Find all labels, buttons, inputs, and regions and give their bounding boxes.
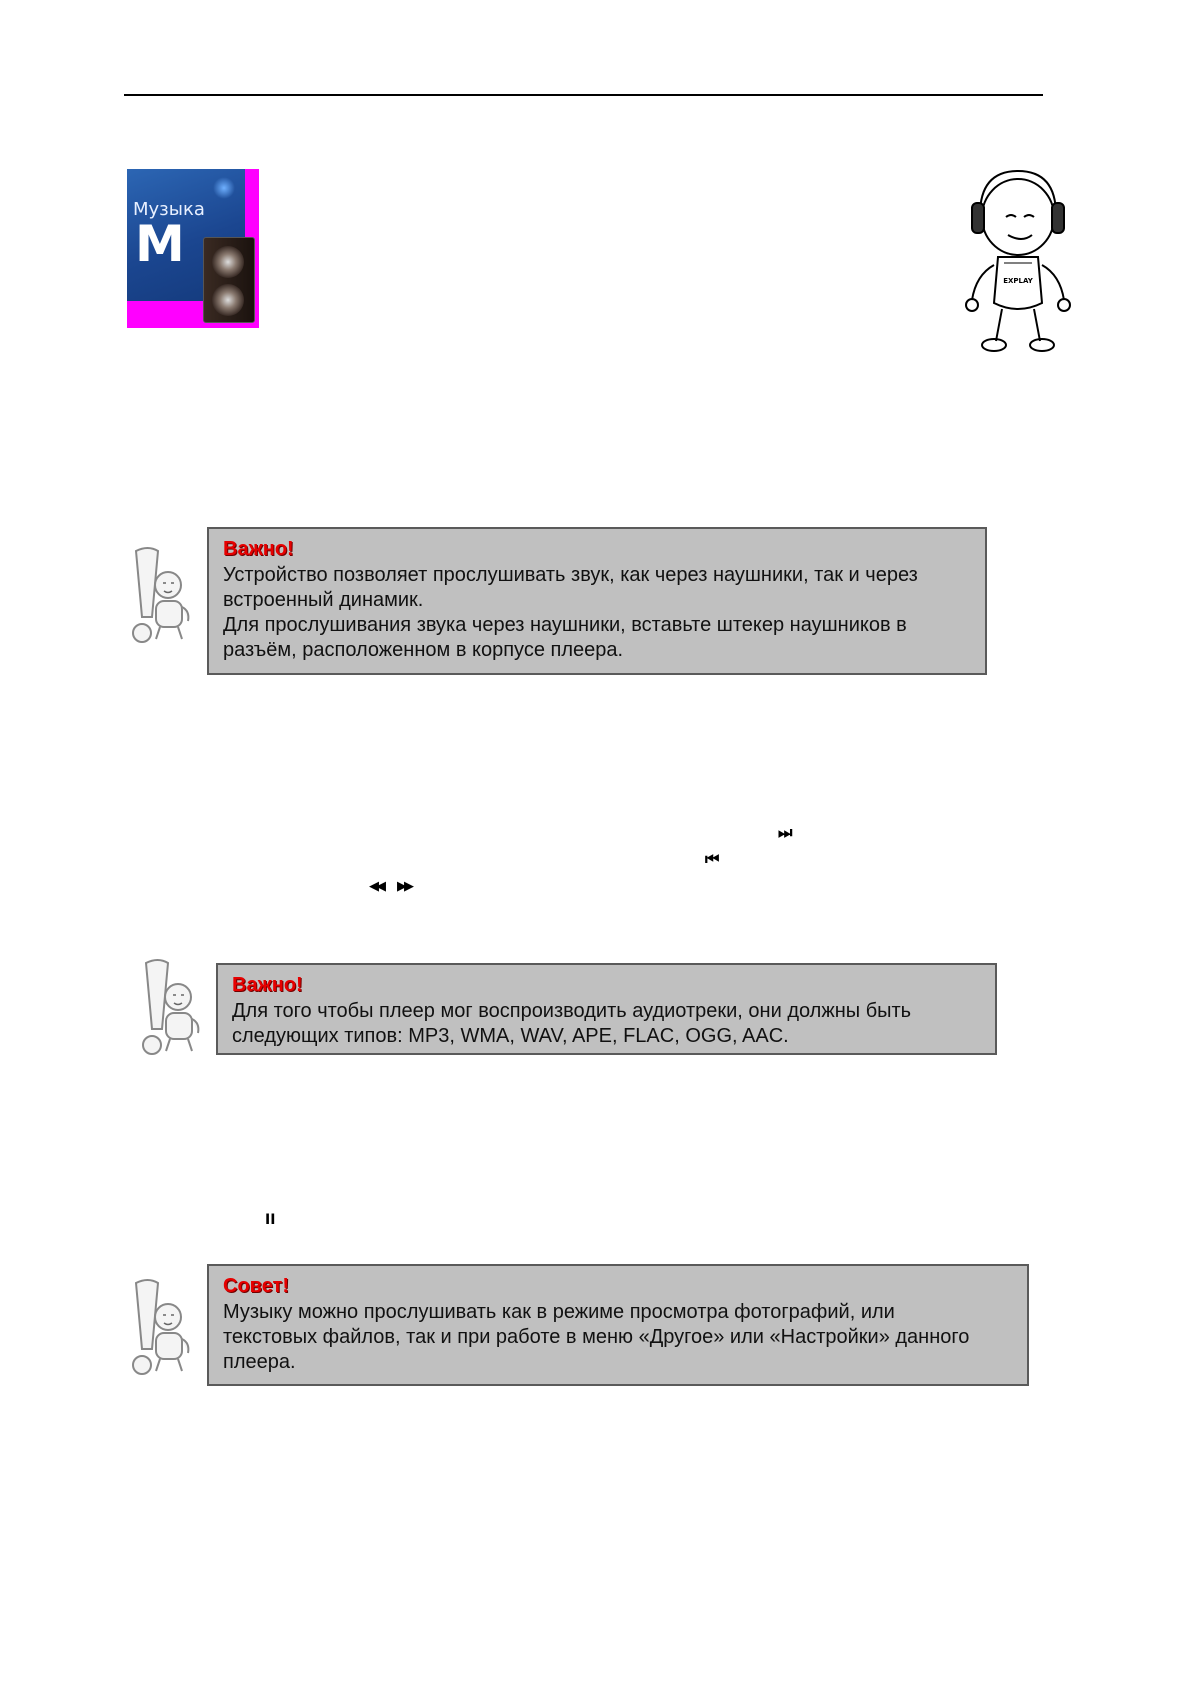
exclamation-mascot-icon	[128, 545, 194, 645]
speaker-icon	[203, 237, 255, 323]
callout-title: Важно!	[232, 974, 303, 996]
fast-forward-icon: ▶▶	[397, 879, 411, 894]
robot-headphones-illustration	[962, 165, 1074, 355]
music-icon-letter: M	[135, 215, 185, 273]
sparkle-icon	[213, 177, 235, 199]
callout-box	[216, 963, 997, 1055]
rewind-icon: ◀◀	[369, 879, 383, 894]
callout-line: плеера.	[223, 1351, 296, 1373]
speaker-cone	[212, 284, 244, 316]
callout-line: Для того чтобы плеер мог воспроизводить аудиотреки, они должны быть	[232, 1000, 912, 1022]
header-rule	[124, 94, 1043, 96]
callout-line: встроенный динамик.	[223, 589, 424, 611]
callout-line: Музыку можно прослушивать как в режиме просмотра фотографий, или	[223, 1301, 895, 1323]
callout-line: следующих типов: MP3, WMA, WAV, APE, FLAC, OGG, AAC.	[232, 1025, 789, 1047]
speaker-cone	[212, 246, 244, 278]
exclamation-mascot-icon	[138, 957, 204, 1057]
robot-badge: EXPLAY	[1003, 277, 1033, 285]
callout-title: Совет!	[223, 1275, 290, 1297]
previous-track-icon: ⏮	[705, 849, 720, 868]
exclamation-mascot-icon	[128, 1277, 194, 1377]
callout-line: текстовых файлов, так и при работе в меню «Другое» или «Настройки» данного	[223, 1326, 970, 1348]
callout-line: Для прослушивания звука через наушники, вставьте штекер наушников в	[223, 614, 907, 636]
pause-icon: II	[265, 1212, 276, 1228]
callout-line: разъём, расположенном в корпусе плеера.	[223, 639, 624, 661]
callout-box	[207, 527, 987, 675]
callout-box	[207, 1264, 1029, 1386]
music-icon-label: Музыка	[133, 199, 205, 220]
music-app-icon	[127, 169, 259, 328]
next-track-icon: ⏭	[778, 823, 793, 842]
callout-title: Важно!	[223, 538, 294, 560]
callout-line: Устройство позволяет прослушивать звук, как через наушники, так и через	[223, 564, 918, 586]
